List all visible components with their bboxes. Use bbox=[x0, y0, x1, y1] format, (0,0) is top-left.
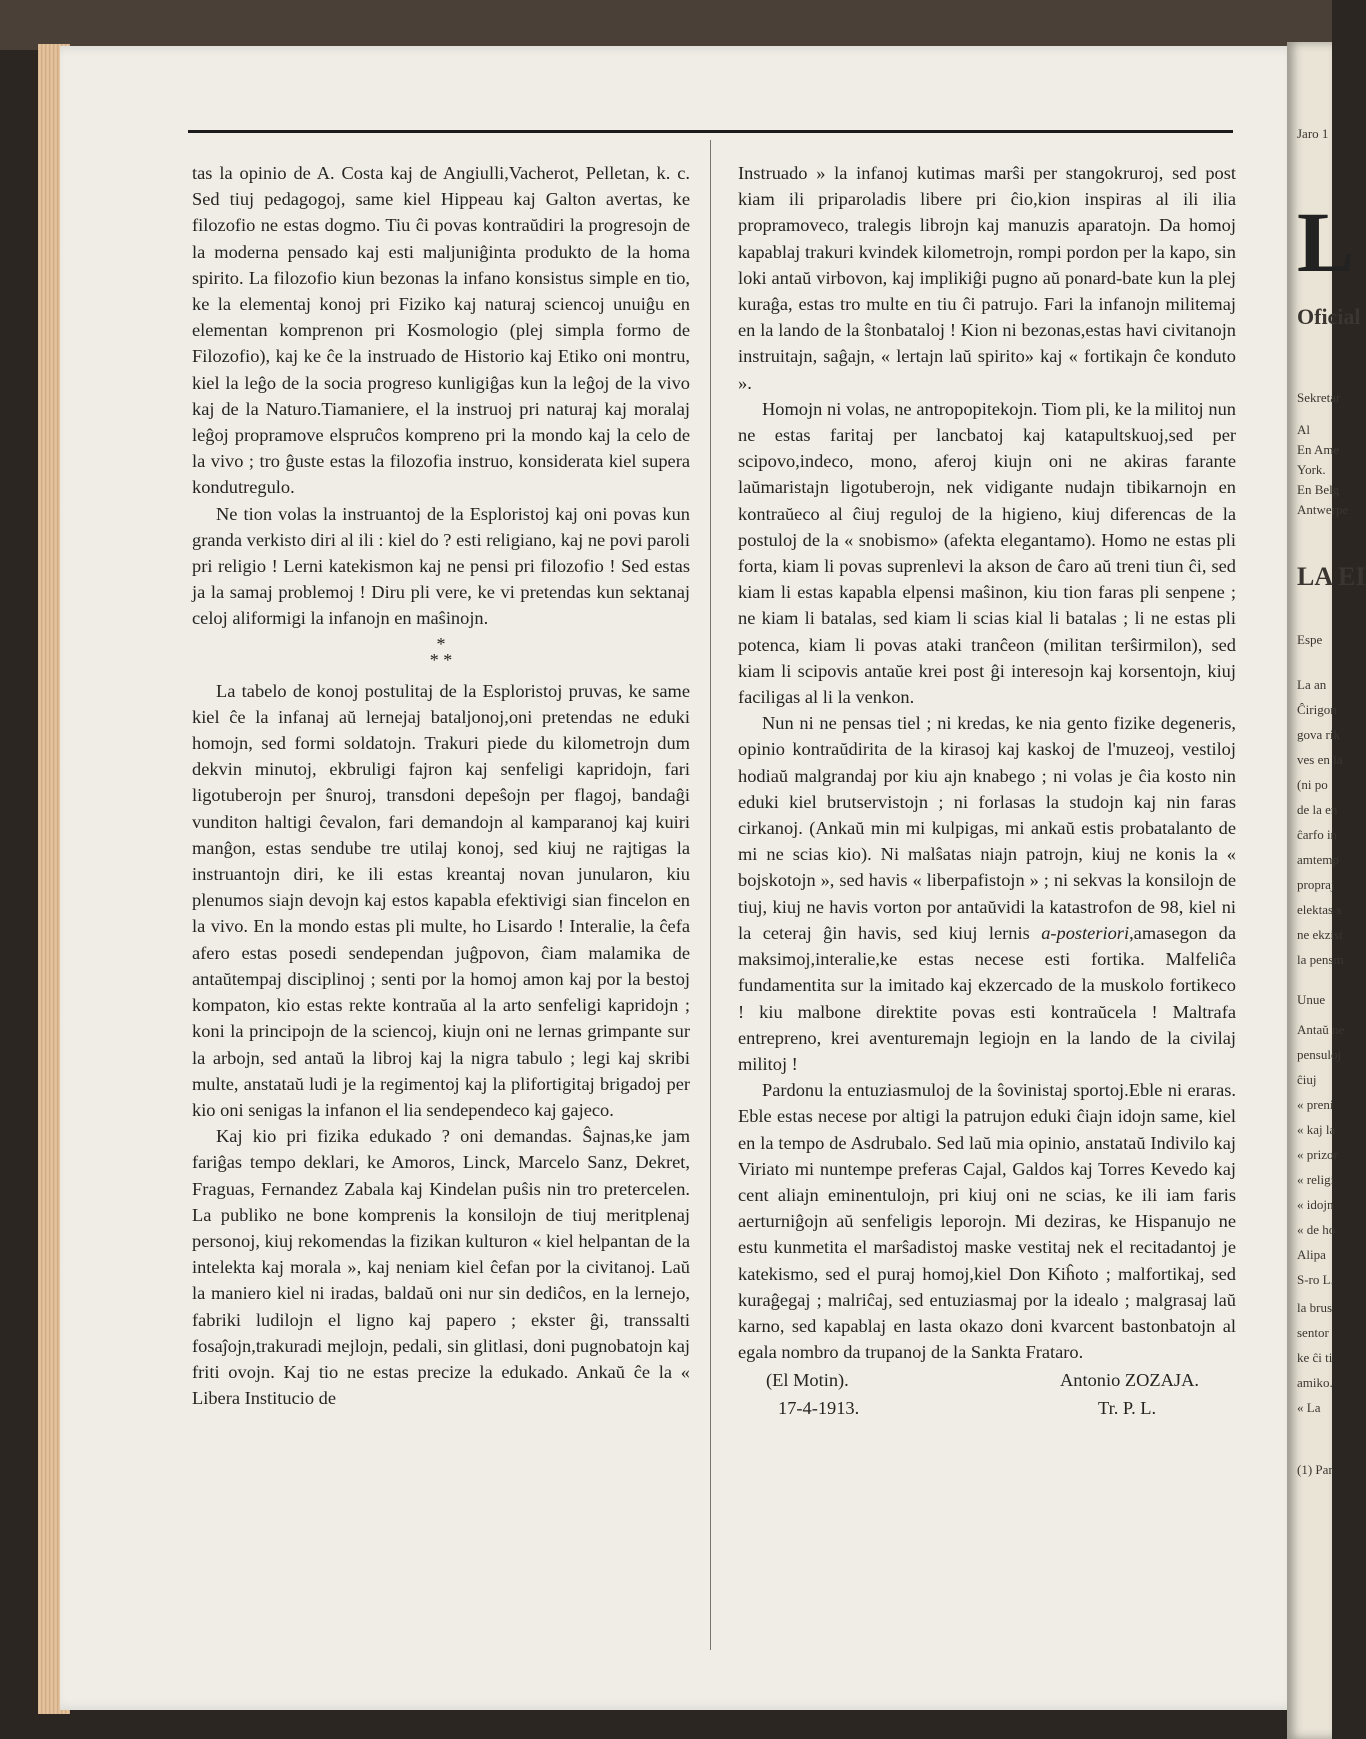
adjacent-line: Espe bbox=[1297, 632, 1323, 647]
adjacent-line: « religi bbox=[1297, 1172, 1335, 1187]
adjacent-line: de la en bbox=[1297, 802, 1338, 817]
scan-background bbox=[0, 0, 1332, 50]
adjacent-line: Alipa bbox=[1297, 1247, 1326, 1262]
article-signature bbox=[738, 1367, 1236, 1421]
adjacent-line: Sekretar bbox=[1297, 390, 1341, 405]
adjacent-line: « de ho bbox=[1297, 1222, 1336, 1237]
adjacent-line: gova rik bbox=[1297, 727, 1340, 742]
translator-credit: Tr. P. L. bbox=[1098, 1398, 1157, 1419]
adjacent-line: la brus bbox=[1297, 1300, 1333, 1315]
adjacent-line: « idojn bbox=[1297, 1197, 1334, 1212]
adjacent-line: amiko. bbox=[1297, 1375, 1333, 1390]
adjacent-line: En Belg bbox=[1297, 482, 1340, 497]
adjacent-line: Al bbox=[1297, 422, 1310, 437]
asterism-separator bbox=[192, 633, 690, 670]
paragraph: La tabelo de konoj postulitaj de la Esploristoj pruvas, ke same kiel ĉe la infanaj aŭ lernejaj bataljonoj,oni pretendas ne eduki homojn, sed formi soldatojn. Trakuri piede du kilometrojn dum dekvin minutoj, ekbruligi fajron kaj senfeligi kapridojn, fari ligotuberojn per ŝnuroj, transdoni depeŝojn per flagoj, bandaĝi vunditon haltigi ĉevalon, fari demandojn al kamparanoj kaj kuiri manĝon, estas sendube tre utilaj konoj, sed kiuj ne rajtigas la instruantojn diri, ke ili estas kreantaj novan junularon, kiu plenumos siajn devojn kaj estos kapabla efektivigi sian fincelon en la vivo. En la mondo estas pli multe, ho Lisardo ! Interalie, la ĉefa afero estas posedi sendependan juĝpovon, ĉiam malamika de antaŭtempaj disciplinoj ; senti por la homoj amon kaj por la bestoj kompaton, kio estas rekte kontraŭa al la arto senfeligi kapridojn ; koni la principojn de la sciencoj, kiujn oni ne lernas grimpante sur la arbojn, sed antaŭ la libroj kaj la nigra tabulo ; legi kaj skribi multe, anstataŭ ludi je la regimentoj kaj la plifortigitaj brigadoj per kio oni senigas la infanon el lia sendependeco kaj gajeco. bbox=[192, 680, 690, 1120]
paragraph: Ne tion volas la instruantoj de la Esploristoj kaj oni povas kun granda verkisto diri al ili : kiel do ? esti religiano, kaj ne povi paroli pri religio ! Lerni katekismon kaj ne pensi pri filozofio ! Sed estas ja la samaj problemoj ! Diru pli vere, ke vi pretendas kun sektanaj celoj aliformigi la infanojn en maŝinojn. bbox=[192, 503, 690, 629]
adjacent-line: « kaj la bbox=[1297, 1122, 1336, 1137]
adjacent-line: Antaŭ ne bbox=[1297, 1022, 1345, 1037]
adjacent-line: ne ekzist bbox=[1297, 927, 1343, 942]
paragraph: Homojn ni volas, ne antropopitekojn. Tiom pli, ke la militoj nun ne estas faritaj per lancbatoj kaj katapultskuoj,sed per scipovo,indeco, mono, aferoj kiujn oni ne akiras farante laŭmaristajn ligotuberojn, nek vidigante nudajn tibikarnojn en kontraŭeco al ĉiuj reguloj de la higieno, kiuj diferencas de la postuloj de la « snobismo» (afekta elegantamo). Homo ne estas pli forta, kiam li povas suprenlevi la akson de ĉaro aŭ treni tiun ĉi, sed kiam li estas kapabla elpensi maŝinon, kiu tion faras pli senpene ; ne kiam li batalas, sed kiam li scias kial li batalas ; li ne estas pli potenca, kiam li povas ataki tranĉeon (militan terŝirmilon), sed kiam li scipovis antaŭe krei post ĝi interesojn kaj korsentojn, kiuj faciligas al li la venkon. bbox=[738, 398, 1236, 708]
adjacent-line: propraj bbox=[1297, 877, 1335, 892]
adjacent-line: « preni bbox=[1297, 1097, 1334, 1112]
adjacent-line: La an bbox=[1297, 677, 1327, 692]
adjacent-line: la pensm bbox=[1297, 952, 1344, 967]
paragraph: Kaj kio pri fizika edukado ? oni demandas. Ŝajnas,ke jam fariĝas tempo deklari, ke Amoros, Linck, Marcelo Sanz, Dekret, Fraguas, Fernandez Zabala kaj Kindelan puŝis nin tro pretercelen. La publiko ne bone komprenis la konsilojn de tiuj meritplenaj personoj, kiuj rekomendas la fizikan kulturon « kiel helpantan de la intelekta kaj morala », kaj neniam kiel ĉefan por la civitanoj. Laŭ la maniero kiel ni iradas, baldaŭ oni nur sin dediĉos, en la lernejo, fabriki ludilojn el ligno kaj papero ; ekster ĝi, transsalti fosaĵojn,trakuradi mejlojn, pedali, sin glitlasi, doni pugnobatojn kaj friti ovojn. Kaj tio ne estas precize la edukado. Ankaŭ ĉe la « Libera Institucio de bbox=[192, 1126, 690, 1409]
paragraph-text: Nun ni ne pensas tiel ; ni kredas, ke nia gento fizike degeneris, opinio kontraŭdirita de la kirasoj kaj kaskoj de l'muzeoj, vestiloj hodiaŭ malgrandaj por kiu ajn knabego ; ni volas je ĉia kosto nin eduki kiel brutservistojn ; ni forlasas la studojn kaj nin faras cirkanoj. (Ankaŭ min mi kulpigas, mi ankaŭ estis probatalanto de mi ne scias kio). Ni malŝatas niajn patrojn, kiuj ne konis la « bojskotojn », sed havis « liberpafistojn » ; ni sekvas la konsilojn de tiuj, kiuj ne havis vorton por antaŭvidi la katastrofon de 98, kiel ni la ceteraj ĝin havis, sed kiuj lernis bbox=[738, 713, 1236, 943]
adjacent-line: York. bbox=[1297, 462, 1326, 477]
adjacent-line: En Ame bbox=[1297, 442, 1340, 457]
paragraph: tas la opinio de A. Costa kaj de Angiulli,Vacherot, Pelletan, k. c. Sed tiuj pedagogoj, same kiel Hippeau kaj Galton avertas, ke filozofio ne estas dogmo. Tiu ĉi povas kontraŭdiri la progresojn de la moderna pensado kaj esti maljuniĝinta produkto de la homa spirito. La filozofio kiun bezonas la infano konsistus simple en tio, ke la elementaj konoj pri Fiziko kaj naturaj sciencoj unuiĝu en elementan komprenon pri Kosmologio (plej simpla formo de Filozofio), kaj ke ĉe la instruado de Historio kaj Etiko oni montru, kiel la leĝo de la socia progreso kunligiĝas kun la leĝoj de la vivo kaj de la Naturo.Tiamaniere, el la instruoj pri naturaj kaj moralaj leĝoj propramove elspruĉos kompreno pri la mondo kaj la celo de la vivo ; tro ĝuste estas la filozofia instruo, konsiderata kiel supera kondutregulo. bbox=[192, 163, 690, 498]
paragraph: Instruado » la infanoj kutimas marŝi per stangokruroj, sed post kiam ili priparoladis libere pri ĉio,kion inspiras al ili ilia propramoveco, tralegis librojn kaj manuzis aparatojn. Da homoj kapablaj trakuri kvindek kilometrojn, rompi pordon per la kapo, sin loki antaŭ virbovon, kaj implikiĝi pugno aŭ ponard-bate kun la plej kuraĝa, estas tro multe en tiu ĉi patrujo. Fari la infanojn militemaj en la lando de la ŝtonbataloj ! Kion ni bezonas,estas havi civitanojn instruitajn, saĝajn, « lertajn laŭ spirito» kaj « fortikajn ĉe konduto ». bbox=[738, 163, 1236, 393]
adjacent-line: amtemp bbox=[1297, 852, 1339, 867]
asterism-top: * bbox=[436, 633, 446, 654]
adjacent-line: elektas s bbox=[1297, 902, 1342, 917]
adjacent-line: ĉiuj bbox=[1297, 1072, 1317, 1087]
adjacent-line: « prizor bbox=[1297, 1147, 1338, 1162]
adjacent-header: Jaro 1 bbox=[1297, 126, 1329, 141]
column-divider bbox=[710, 140, 711, 1650]
adjacent-line: LA EI bbox=[1297, 562, 1366, 591]
adjacent-big-letter: L bbox=[1297, 194, 1355, 290]
publication-date: 17-4-1913. bbox=[778, 1398, 860, 1419]
adjacent-line: (ni po bbox=[1297, 777, 1328, 792]
asterism-bottom: * * bbox=[429, 649, 453, 670]
adjacent-line: « La bbox=[1297, 1400, 1321, 1415]
adjacent-line: (1) Par bbox=[1297, 1462, 1333, 1477]
adjacent-line: pensuloj bbox=[1297, 1047, 1342, 1062]
paragraph bbox=[738, 710, 1236, 1077]
adjacent-line: S-ro L. bbox=[1297, 1272, 1334, 1287]
adjacent-line: Antwerpe bbox=[1297, 502, 1349, 517]
adjacent-page bbox=[1287, 42, 1366, 1739]
adjacent-line: ke ĉi ti bbox=[1297, 1350, 1333, 1365]
adjacent-official: Oficial bbox=[1297, 304, 1361, 329]
right-column bbox=[738, 160, 1236, 1421]
adjacent-line: sentor bbox=[1297, 1325, 1329, 1340]
adjacent-line: Ĉirigon bbox=[1297, 702, 1337, 717]
left-column bbox=[192, 160, 690, 1411]
paragraph: Pardonu la entuziasmuloj de la ŝovinistaj sportoj.Eble ni eraras. Eble estas necese por altigi la patrujon eduki ĉiajn idojn same, kiel en la tempo de Asdrubalo. Sed laŭ mia opinio, anstataŭ Indivilo kaj Viriato mi nuntempe preferas Cajal, Galdos kaj Torres Kevedo kaj cent aliajn eminentulojn, pri kiuj oni ne scias, ke ili iam faris aerturniĝojn aŭ senfeligis leporojn. Mi deziras, ke Hispanujo ne estu kunmetita el marŝadistoj maske vestitaj nek el recitadantoj je katekismo, sed el puraj homoj,kiel Don Kiĥoto ; malfortikaj, sed kuraĝegaj ; malriĉaj, sed entuziasmaj por la idealo ; malgrasaj laŭ karno, sed kapablaj en lasta okazo doni kvarcent bastonbatojn al egala nombro da trupanoj de la Sankta Frataro. bbox=[738, 1080, 1236, 1363]
latin-term: a-posteriori bbox=[1041, 922, 1130, 943]
adjacent-line: ĉarfo in bbox=[1297, 827, 1338, 842]
author-name: Antonio ZOZAJA. bbox=[1060, 1370, 1199, 1391]
adjacent-line: Unue bbox=[1297, 992, 1326, 1007]
adjacent-line: ves en la bbox=[1297, 752, 1343, 767]
paragraph-text: ,amasegon da maksimoj,interalie,ke estas necese esti fortika. Malfeliĉa fundamentita sur la imitado kaj ekzercado de la muskolo fortikeco ! kiu malbone direktite povas esti kontraŭcela ! Maltrafa entrepreno, krei aventuremajn legiojn en la lando de la civilaj militoj ! bbox=[738, 922, 1236, 1074]
source-credit: (El Motin). bbox=[766, 1370, 849, 1391]
header-rule bbox=[188, 130, 1233, 133]
